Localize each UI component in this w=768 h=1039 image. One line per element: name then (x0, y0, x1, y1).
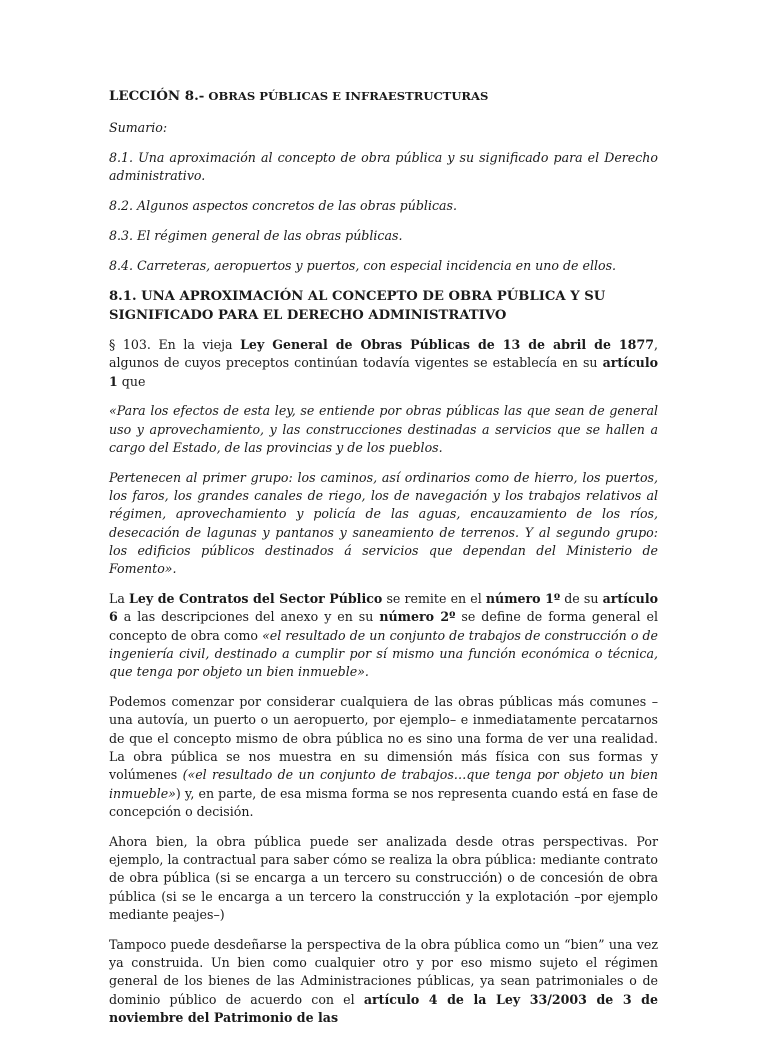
section-heading: 8.1. UNA APROXIMACIÓN AL CONCEPTO DE OBRA PÚBLICA Y SU SIGNIFICADO PARA EL DERECHO ADMINISTRATIVO (109, 288, 606, 323)
text-run: La (109, 591, 129, 607)
bold-run: artículo 1 (109, 355, 658, 389)
paragraph-contratos (109, 590, 658, 681)
text-run: Podemos comenzar por considerar cualquiera de las obras públicas más comunes –una autovía, un puerto o un aeropuerto, por ejemplo– e inmediatamente percatarnos de que el concepto mismo de obra pública no es sino una forma de ver una realidad. La obra pública se nos muestra en su dimensión más física con sus formas y volúmenes (109, 694, 658, 783)
quote-article-1-continued: Pertenecen al primer grupo: los caminos, así ordinarios como de hierro, los puertos, los faros, los grandes canales de riego, los de navegación y los trabajos relativos al régimen, aprovechamiento y policía de las aguas, encauzamiento de los ríos, desecación de lagunas y pantanos y saneamiento de terrenos. Y al segundo grupo: los edificios públicos destinados á servicios que dependan del Ministerio de Fomento». (109, 469, 658, 577)
summary-label: Sumario: (109, 120, 168, 136)
bold-run: Ley de Contratos del Sector Público (129, 591, 383, 607)
lesson-title-rest: OBRAS PÚBLICAS E INFRAESTRUCTURAS (204, 89, 489, 103)
lesson-title-prefix: LECCIÓN 8.- (109, 88, 205, 104)
quote-article-1: «Para los efectos de esta ley, se entiende por obras públicas las que sean de general uso y aprovechamiento, y las construcciones destinadas a servicios que se hallen a cargo del Estado, de las provincias y de los pueblos. (109, 403, 658, 456)
paragraph-ahora-bien: Ahora bien, la obra pública puede ser analizada desde otras perspectivas. Por ejemplo, la contractual para saber cómo se realiza la obra pública: mediante contrato de obra pública (si se encarga a un tercero su construcción) o de concesión de obra pública (si se le encarga a un tercero la construcción y la explotación –por ejemplo mediante peajes–) (109, 833, 658, 922)
summary-item: 8.3. El régimen general de las obras públicas. (109, 227, 403, 243)
text-run: se remite en el (382, 591, 486, 607)
paragraph-podemos (109, 693, 658, 821)
bold-run: número 1º (485, 591, 561, 607)
document-page (109, 87, 658, 1039)
text-run: Tampoco puede desdeñarse la perspectiva de la obra pública como un “bien” una vez ya construida. Un bien como cualquier otro y por eso mismo sujeto el régimen general de los bienes de las Administraciones públicas, ya sean patrimoniales o de dominio público de acuerdo con el (109, 936, 658, 1007)
text-run: que (117, 373, 146, 389)
text-run: de su (560, 591, 603, 607)
lesson-title (109, 87, 658, 105)
bold-run: artículo 6 (109, 591, 658, 625)
text-run: a las descripciones del anexo y en su (117, 609, 380, 625)
text-run: , algunos de cuyos preceptos continúan todavía vigentes se establecía en su (109, 337, 658, 371)
text-run: § 103. En la vieja (109, 337, 241, 353)
text-run: ) y, en parte, de esa misma forma se nos representa cuando está en fase de concepción o decisión. (109, 785, 658, 819)
bold-run: número 2º (379, 609, 456, 625)
paragraph-103 (109, 336, 658, 391)
summary-item: 8.4. Carreteras, aeropuertos y puertos, con especial incidencia en uno de ellos. (109, 257, 617, 273)
paragraph-tampoco (109, 936, 658, 1027)
italic-run: («el resultado de un conjunto de trabajos…que tenga por objeto un bien inmueble» (109, 767, 658, 801)
summary-item: 8.1. Una aproximación al concepto de obra pública y su significado para el Derecho administrativo. (109, 150, 658, 184)
bold-run: Ley General de Obras Públicas de 13 de abril de 1877 (240, 337, 654, 353)
summary-item: 8.2. Algunos aspectos concretos de las obras públicas. (109, 198, 457, 214)
text-run: se define de forma general el concepto de obra como (109, 609, 658, 643)
bold-run: artículo 4 de la Ley 33/2003 de 3 de noviembre del Patrimonio de las (109, 991, 658, 1025)
italic-run: «el resultado de un conjunto de trabajos de construcción o de ingeniería civil, destinado a cumplir por sí mismo una función económica o técnica, que tenga por objeto un bien inmueble». (109, 627, 658, 680)
